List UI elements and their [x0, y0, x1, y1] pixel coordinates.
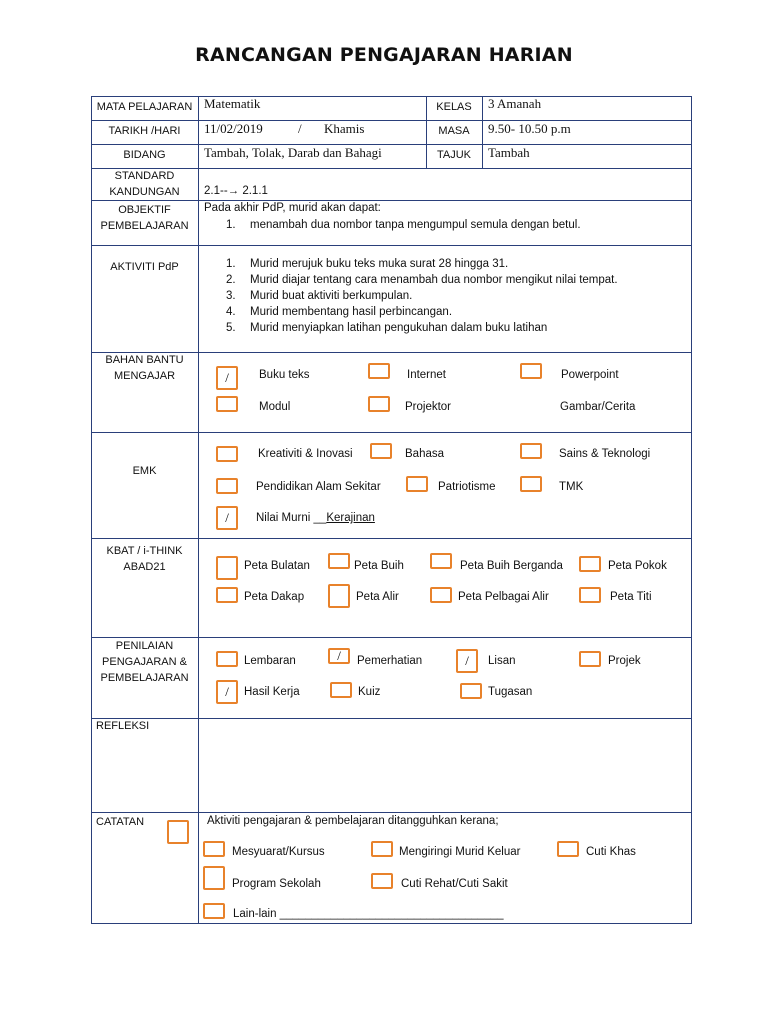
label-kbat: KBAT / i-THINK ABAD21: [106, 545, 183, 573]
checkbox-peta-alir[interactable]: [328, 584, 350, 608]
option-label: Modul: [259, 401, 291, 413]
value-mata-pelajaran: Matematik: [204, 96, 261, 111]
checkbox-buku-teks[interactable]: /: [216, 366, 238, 390]
nilai-murni-value: Kerajinan: [326, 512, 375, 524]
option-label: Nilai Murni __Kerajinan: [256, 512, 375, 524]
checkbox-projektor[interactable]: [368, 396, 390, 412]
value-tajuk: Tambah: [488, 145, 530, 160]
option-label: Peta Bulatan: [244, 560, 310, 572]
option-label: Projek: [608, 655, 641, 667]
aktiviti-item: Murid membentang hasil perbincangan.: [250, 306, 453, 318]
checkbox-pendidikan-alam[interactable]: [216, 478, 238, 494]
checkbox-internet[interactable]: [368, 363, 390, 379]
checkbox-peta-bulatan[interactable]: [216, 556, 238, 580]
option-label: Peta Titi: [610, 591, 652, 603]
checkbox-peta-buih[interactable]: [328, 553, 350, 569]
checkbox-peta-titi[interactable]: [579, 587, 601, 603]
label-tajuk: TAJUK: [436, 149, 472, 161]
option-label: Pemerhatian: [357, 655, 423, 667]
option-label: Peta Pokok: [608, 560, 667, 572]
label-tarikh-hari: TARIKH /HARI: [108, 125, 181, 137]
option-label: Program Sekolah: [232, 878, 321, 890]
label-catatan: CATATAN: [96, 816, 145, 828]
checkbox-mesyuarat[interactable]: [203, 841, 225, 857]
checkbox-cuti-khas[interactable]: [557, 841, 579, 857]
checkbox-sains[interactable]: [520, 443, 542, 459]
checkbox-nilai-murni[interactable]: /: [216, 506, 238, 530]
label-emk: EMK: [132, 465, 157, 477]
checkbox-tugasan[interactable]: [460, 683, 482, 699]
option-label: Patriotisme: [438, 481, 496, 493]
objektif-intro: Pada akhir PdP, murid akan dapat:: [204, 202, 381, 214]
checkbox-bahasa[interactable]: [370, 443, 392, 459]
option-label: Peta Alir: [356, 591, 399, 603]
value-bidang: Tambah, Tolak, Darab dan Bahagi: [204, 145, 382, 160]
label-objektif: OBJEKTIF PEMBELAJARAN: [100, 204, 189, 232]
option-label: Sains & Teknologi: [559, 448, 651, 460]
option-label: Powerpoint: [561, 369, 619, 381]
label-standard-kandungan: STANDARD KANDUNGAN: [109, 170, 180, 198]
value-date-separator: /: [298, 121, 302, 136]
option-label: Buku teks: [259, 369, 310, 381]
label-bidang: BIDANG: [123, 149, 166, 161]
label-aktiviti: AKTIVITI PdP: [110, 261, 179, 273]
checkbox-lisan[interactable]: /: [456, 649, 478, 673]
checkbox-pemerhatian[interactable]: /: [328, 648, 350, 664]
objektif-item: menambah dua nombor tanpa mengumpul semula dengan betul.: [250, 219, 581, 231]
checkbox-cuti-rehat[interactable]: [371, 873, 393, 889]
checkbox-projek[interactable]: [579, 651, 601, 667]
option-label: TMK: [559, 481, 584, 493]
checkbox-lain-lain[interactable]: [203, 903, 225, 919]
option-label: Cuti Khas: [586, 846, 636, 858]
value-hari: Khamis: [324, 121, 365, 136]
checkbox-lembaran[interactable]: [216, 651, 238, 667]
value-standard: 2.1--→ 2.1.1: [204, 185, 268, 197]
checkbox-peta-pelbagai-alir[interactable]: [430, 587, 452, 603]
checkbox-catatan[interactable]: [167, 820, 189, 844]
label-masa: MASA: [438, 125, 470, 137]
aktiviti-item: Murid menyiapkan latihan pengukuhan dalam buku latihan: [250, 322, 548, 334]
option-label: Lembaran: [244, 655, 296, 667]
option-label: Mengiringi Murid Keluar: [399, 846, 521, 858]
option-label: Internet: [407, 369, 446, 381]
option-label-gambar: Gambar/Cerita: [560, 401, 636, 413]
objektif-item-number: 1.: [226, 219, 236, 231]
option-label: Peta Buih: [354, 560, 404, 572]
checkbox-hasil-kerja[interactable]: /: [216, 680, 238, 704]
checkbox-mengiringi[interactable]: [371, 841, 393, 857]
page-title: RANCANGAN PENGAJARAN HARIAN: [195, 44, 573, 66]
value-tarikh: 11/02/2019: [204, 121, 263, 136]
option-label: Pendidikan Alam Sekitar: [256, 481, 381, 493]
option-label: Hasil Kerja: [244, 686, 300, 698]
catatan-intro: Aktiviti pengajaran & pembelajaran ditangguhkan kerana;: [207, 815, 499, 827]
checkbox-patriotisme[interactable]: [406, 476, 428, 492]
checkbox-program-sekolah[interactable]: [203, 866, 225, 890]
checkbox-peta-buih-berganda[interactable]: [430, 553, 452, 569]
label-penilaian: PENILAIAN PENGAJARAN & PEMBELAJARAN: [100, 640, 189, 684]
option-label: Kreativiti & Inovasi: [258, 448, 353, 460]
option-label: Lisan: [488, 655, 516, 667]
checkbox-peta-dakap[interactable]: [216, 587, 238, 603]
value-kelas: 3 Amanah: [488, 96, 542, 111]
option-label: Peta Dakap: [244, 591, 305, 603]
option-label: Lain-lain ___________________________________: [233, 908, 504, 920]
label-refleksi: REFLEKSI: [96, 720, 150, 732]
option-label: Bahasa: [405, 448, 445, 460]
option-label: Mesyuarat/Kursus: [232, 846, 325, 858]
option-label: Kuiz: [358, 686, 381, 698]
checkbox-modul[interactable]: [216, 396, 238, 412]
aktiviti-item: Murid diajar tentang cara menambah dua nombor mengikut nilai tempat.: [250, 274, 618, 286]
checkbox-tmk[interactable]: [520, 476, 542, 492]
label-kelas: KELAS: [436, 101, 472, 113]
aktiviti-item: Murid buat aktiviti berkumpulan.: [250, 290, 413, 302]
checkbox-kreativiti[interactable]: [216, 446, 238, 462]
value-masa: 9.50- 10.50 p.m: [488, 121, 571, 136]
aktiviti-item: Murid merujuk buku teks muka surat 28 hingga 31.: [250, 258, 509, 270]
checkbox-powerpoint[interactable]: [520, 363, 542, 379]
option-label: Projektor: [405, 401, 452, 413]
label-mata-pelajaran: MATA PELAJARAN: [96, 101, 193, 113]
checkbox-peta-pokok[interactable]: [579, 556, 601, 572]
checkbox-kuiz[interactable]: [330, 682, 352, 698]
option-label: Tugasan: [488, 686, 533, 698]
option-label: Cuti Rehat/Cuti Sakit: [401, 878, 508, 890]
option-label: Peta Buih Berganda: [460, 560, 563, 572]
option-label: Peta Pelbagai Alir: [458, 591, 549, 603]
label-bahan: BAHAN BANTU MENGAJAR: [105, 354, 184, 382]
